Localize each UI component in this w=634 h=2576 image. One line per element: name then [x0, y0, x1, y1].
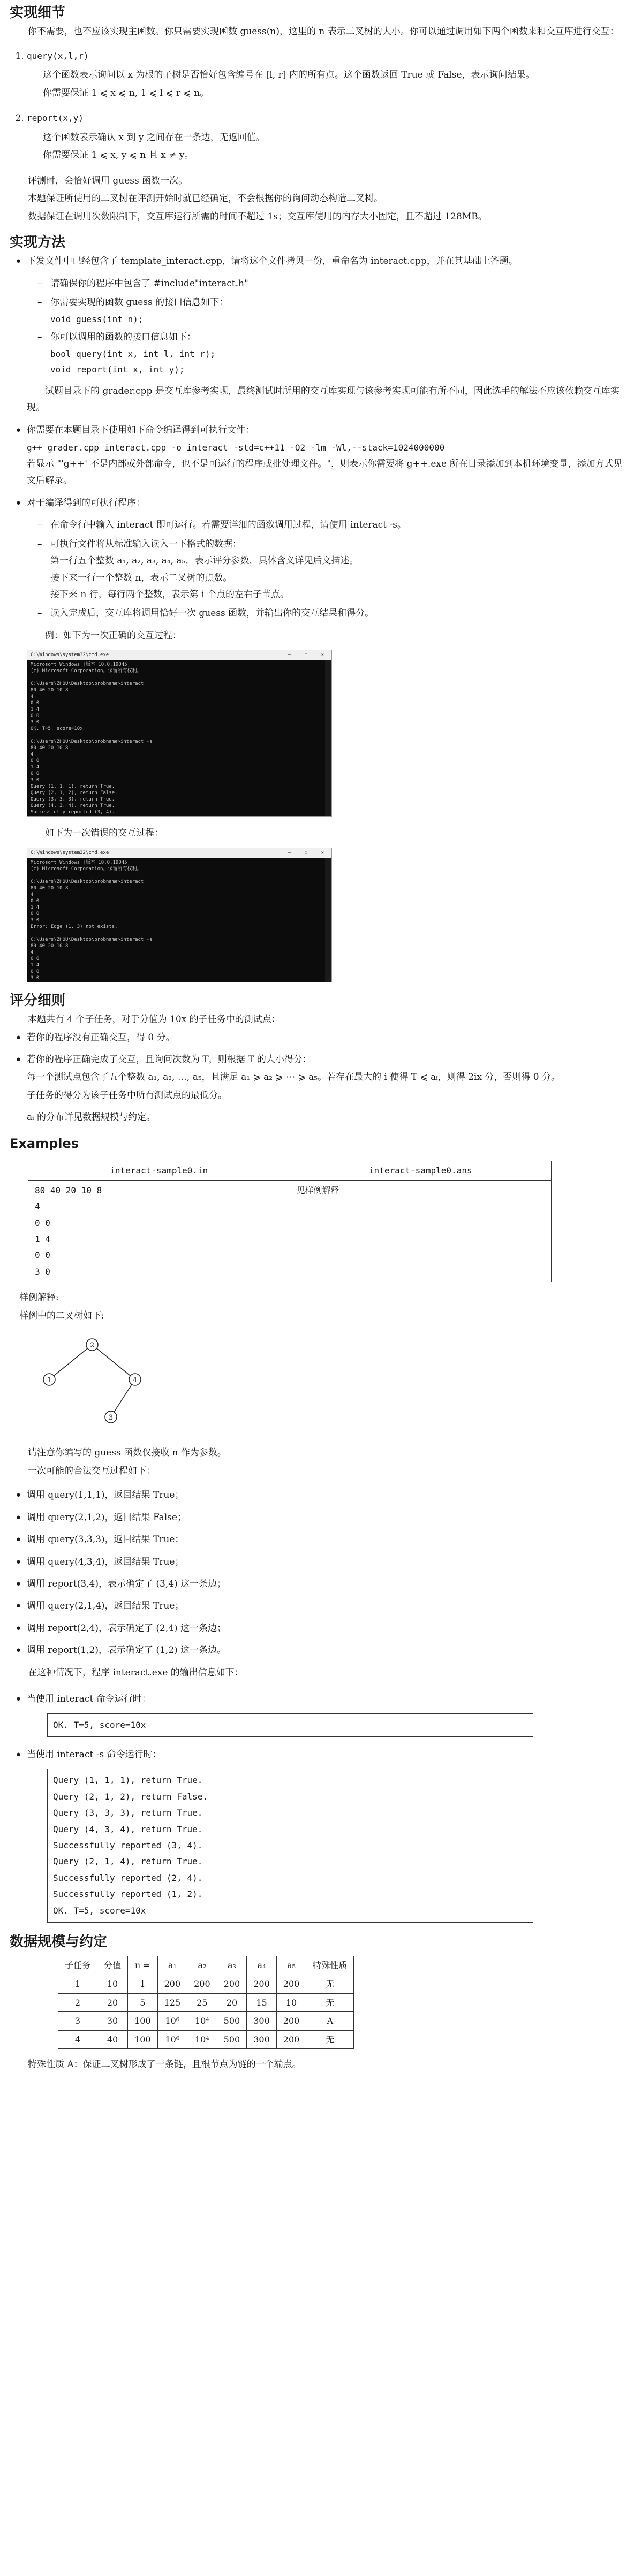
- impl-note-3: 数据保证在调用次数限制下，交互库运行所需的时间不超过 1s；交互库使用的内存大小固定，且不超过 128MB。: [28, 211, 487, 222]
- query-description: 这个函数表示询问以 x 为根的子树是否恰好包含编号在 [l, r] 内的所有点。这个函数返回 True 或 False，表示询问结果。: [43, 70, 535, 81]
- s-output-line: Query (2, 1, 4), return True.: [53, 1856, 203, 1867]
- output-cases-s: [10, 1747, 624, 1763]
- terminal-screenshot-bad: [27, 848, 332, 982]
- interaction-step: • 调用 report(1,2)，表示确定了 (1,2) 这一条边。: [27, 1642, 624, 1659]
- window-controls-icon: – ☐ ✕: [288, 652, 329, 658]
- interaction-step: • 调用 query(4,3,4)，返回结果 True；: [27, 1554, 624, 1571]
- interaction-step: • 调用 query(2,1,4)，返回结果 True；: [27, 1598, 624, 1614]
- function-item-query: [27, 48, 624, 102]
- special-property-note: 特殊性质 A：保证二叉树形成了一条链，且根节点为链的一个端点。: [28, 2059, 301, 2070]
- scoring-fail-text: 若你的程序没有正确交互，得 0 分。: [27, 1032, 175, 1043]
- example-in-line: 3 0: [35, 1266, 50, 1277]
- scale-header-cell: 子任务: [58, 1956, 97, 1975]
- example-in-line: 1 4: [35, 1233, 50, 1244]
- plain-output-box: [47, 1713, 533, 1737]
- output-cases: [10, 1691, 624, 1708]
- scale-cell: 200: [187, 1975, 217, 1993]
- scale-cell: 20: [217, 1993, 247, 2012]
- examples-heading: Examples: [10, 1135, 79, 1151]
- call-note-2: 一次可能的合法交互过程如下：: [28, 1465, 155, 1476]
- grader-note: 试题目录下的 grader.cpp 是交互库参考实现，最终测试时所用的交互库实现与该参考实现可能有所不同，因此选手的解法不应该依赖交互库实现。: [27, 386, 620, 414]
- scoring-distribution-note: aᵢ 的分布详见数据规模与约定。: [27, 1112, 155, 1123]
- run-sub-command: [50, 517, 624, 534]
- example-in-line: 80 40 20 10 8: [35, 1185, 102, 1195]
- interaction-step: • 调用 query(1,1,1)，返回结果 True；: [27, 1487, 624, 1504]
- tree-edge: [111, 1380, 135, 1417]
- interaction-step: • 调用 report(2,4)，表示确定了 (2,4) 这一条边；: [27, 1620, 624, 1637]
- run-sub-output: [50, 605, 624, 622]
- explain-tree-caption: 样例中的二叉树如下:: [19, 1310, 104, 1321]
- function-item-report: [27, 110, 624, 164]
- scale-cell: 10: [276, 1993, 306, 2012]
- example-bad-caption: 如下为一次错误的交互过程：: [45, 828, 163, 839]
- method-item-template: [27, 253, 624, 416]
- scale-cell: 1: [58, 1975, 97, 1993]
- scale-cell: 5: [128, 1993, 158, 2012]
- impl-note-1: 评测时，会恰好调用 guess 函数一次。: [28, 175, 188, 186]
- method-item-run: [27, 495, 624, 982]
- tree-node-label: 2: [89, 1341, 95, 1350]
- scale-cell: 500: [217, 2012, 247, 2031]
- scale-cell: 100: [128, 2030, 158, 2049]
- scale-cell: 200: [276, 2012, 306, 2031]
- s-output-line: Successfully reported (1, 2).: [53, 1889, 203, 1900]
- terminal-titlebar: [27, 650, 331, 660]
- scale-cell: 10⁴: [187, 2012, 217, 2031]
- scale-cell: 无: [306, 1993, 354, 2012]
- interaction-step: • 调用 report(3,4)，表示确定了 (3,4) 这一条边；: [27, 1576, 624, 1592]
- scoring-heading: 评分细则: [10, 992, 66, 1009]
- method-sub-callable: [50, 329, 624, 378]
- scoring-subtask-note: 子任务的得分为该子任务中所有测试点的最低分。: [27, 1089, 227, 1101]
- scale-header-cell: a₃: [217, 1956, 247, 1975]
- scale-header-cell: a₁: [157, 1956, 187, 1975]
- tree-edge: [92, 1345, 135, 1380]
- table-row: [58, 2030, 354, 2049]
- problem-page: [0, 3, 634, 2074]
- tree-node-label: 3: [108, 1413, 114, 1422]
- guess-interface-code: void guess(int n);: [50, 314, 144, 324]
- compile-note: 若显示 "'g++' 不是内部或外部命令，也不是可运行的程序或批处理文件。"，则表示你需要将 g++.exe 所在目录添加到本机环境变量，添加方式见文后解录。: [27, 458, 623, 486]
- interaction-step: • 调用 query(3,3,3)，返回结果 True；: [27, 1531, 624, 1548]
- table-row: [58, 1993, 354, 2012]
- scale-cell: 200: [276, 2030, 306, 2049]
- run-sub-input: [50, 536, 624, 604]
- report-description: 这个函数表示确认 x 到 y 之间存在一条边，无返回值。: [43, 132, 265, 143]
- scale-cell: 300: [247, 2012, 277, 2031]
- output-note: 在这种情况下，程序 interact.exe 的输出信息如下：: [28, 1667, 244, 1678]
- table-row: [58, 2012, 354, 2031]
- s-output-line: Successfully reported (3, 4).: [53, 1840, 203, 1851]
- scale-cell: 30: [97, 2012, 128, 2031]
- s-output-line: Query (1, 1, 1), return True.: [53, 1775, 203, 1786]
- scale-cell: 10⁶: [157, 2012, 187, 2031]
- example-ans-header: interact-sample0.ans: [290, 1161, 552, 1181]
- scale-cell: 15: [247, 1993, 277, 2012]
- interaction-steps: [10, 1487, 624, 1659]
- call-note-1: 请注意你编写的 guess 函数仅接收 n 作为参数。: [28, 1447, 227, 1459]
- scoring-list: [10, 1030, 624, 1104]
- terminal-output: Microsoft Windows [版本 10.0.19045] (c) Microsoft Corporation。保留所有权利。 C:\Users\ZHOU\Desktop\probname>interact 80 40 20 10 8 4 0 0 1 4 0 0 3 0 Error: Edge (1, 3) not exists. C:\Users\ZHOU\Desktop\probname>interact -s 80 40 20 10 8 4 0 0 1 4 0 0 3 0: [31, 859, 153, 981]
- tree-node-label: 4: [132, 1376, 138, 1384]
- table-row: [58, 1975, 354, 1993]
- scale-cell: 100: [128, 2012, 158, 2031]
- output-case-s-text: 当使用 interact -s 命令运行时：: [27, 1749, 162, 1760]
- plain-output-line: OK. T=5, score=10x: [53, 1719, 146, 1730]
- example-in-line: 0 0: [35, 1250, 50, 1261]
- scale-cell: 2: [58, 1993, 97, 2012]
- example-in-header: interact-sample0.in: [28, 1161, 290, 1181]
- terminal-output: Microsoft Windows [版本 10.0.19045] (c) Microsoft Corporation。保留所有权利。 C:\Users\ZHOU\Desktop\probname>interact 80 40 20 10 8 4 0 0 1 4 0 0 3 0 OK. T=5, score=10x C:\Users\ZHOU\Desktop\probname>interact -s 80 40 20 10 8 4 0 0 1 4 0 0 3 0 Query (1, 1, 1), return True. Query (2, 1, 2), return False. Query (3, 3, 3), return True. Query (4, 3, 4), return True. Successfully reported (3, 4).: [31, 662, 153, 816]
- terminal-titlebar: [27, 848, 331, 858]
- explain-title: 样例解释:: [19, 1292, 59, 1304]
- s-output-line: OK. T=5, score=10x: [53, 1905, 146, 1916]
- example-in-cell: [28, 1180, 290, 1282]
- report-requirement: 你需要保证 1 ⩽ x, y ⩽ n 且 x ≠ y。: [43, 150, 194, 161]
- scale-cell: 125: [157, 1993, 187, 2012]
- s-output-line: Successfully reported (2, 4).: [53, 1872, 203, 1883]
- scoring-pass-detail: 每一个测试点包含了五个整数 a₁, a₂, …, a₅，且满足 a₁ ⩾ a₂ ⩾ ⋯ ⩾ a₅。若存在最大的 i 使得 T ⩽ aᵢ，则得 2ix 分，否则得 0 分。: [27, 1072, 560, 1083]
- terminal-scrollbar: [325, 858, 331, 982]
- scale-cell: 1: [128, 1975, 158, 1993]
- query-interface-code: bool query(int x, int l, int r);: [50, 348, 216, 359]
- impl-heading: 实现细节: [10, 5, 66, 21]
- scoring-item-fail: [27, 1030, 624, 1046]
- scale-cell: 200: [247, 1975, 277, 1993]
- output-case-plain: [27, 1691, 624, 1708]
- include-text: 请确保你的程序中包含了 #include"interact.h": [50, 278, 248, 289]
- scoring-item-pass: [27, 1051, 624, 1104]
- scoring-pass-text: • 若你的程序正确完成了交互，且询问次数为 T，则根据 T 的大小得分：: [27, 1054, 312, 1065]
- compile-command: g++ grader.cpp interact.cpp -o interact -std=c++11 -O2 -lm -Wl,--stack=1024000000: [27, 443, 445, 453]
- compile-text: • 你需要在本题目录下使用如下命令编译得到可执行文件：: [27, 424, 254, 436]
- scale-cell: 10: [97, 1975, 128, 1993]
- scale-cell: 200: [157, 1975, 187, 1993]
- query-signature: 1. query(x,l,r): [27, 50, 89, 61]
- scale-cell: A: [306, 2012, 354, 2031]
- scoring-intro: 本题共有 4 个子任务，对于分值为 10x 的子任务中的测试点：: [28, 1014, 281, 1025]
- interaction-step: • 调用 query(2,1,2)，返回结果 False；: [27, 1510, 624, 1526]
- scale-heading: 数据规模与约定: [10, 1933, 108, 1950]
- terminal-scrollbar: [325, 660, 331, 816]
- scale-header-cell: a₄: [247, 1956, 277, 1975]
- example-table: [28, 1161, 552, 1282]
- window-controls-icon: – ☐ ✕: [288, 850, 329, 856]
- output-case-s: [27, 1747, 624, 1763]
- tree-node-label: 1: [47, 1376, 52, 1384]
- tree-edge: [49, 1345, 92, 1380]
- example-ok-caption: 例：如下为一次正确的交互过程：: [45, 630, 182, 641]
- s-output-line: Query (2, 1, 2), return False.: [53, 1791, 208, 1802]
- guess-interface-text: 你需要实现的函数 guess 的接口信息如下：: [50, 297, 229, 308]
- scale-cell: 10⁶: [157, 2030, 187, 2049]
- output-case-plain-text: 当使用 interact 命令运行时：: [27, 1694, 151, 1705]
- scale-header-cell: 分值: [97, 1956, 128, 1975]
- run-input-line-2: 接下来一行一个整数 n，表示二叉树的点数。: [50, 572, 232, 583]
- s-output-line: Query (3, 3, 3), return True.: [53, 1808, 203, 1818]
- scale-cell: 40: [97, 2030, 128, 2049]
- scale-cell: 200: [217, 1975, 247, 1993]
- scale-cell: 10⁴: [187, 2030, 217, 2049]
- terminal-title: C:\Windows\system32\cmd.exe: [31, 850, 109, 856]
- run-command-text: 在命令行中输入 interact 即可运行。若需要详细的函数调用过程，请使用 interact -s。: [50, 520, 406, 531]
- report-signature: 2. report(x,y): [27, 113, 84, 124]
- method-heading: 实现方法: [10, 234, 66, 251]
- method-sub-guess: [50, 294, 624, 327]
- scale-cell: 200: [276, 1975, 306, 1993]
- s-output-line: Query (4, 3, 4), return True.: [53, 1824, 203, 1834]
- run-sublist: [27, 517, 624, 622]
- method-sublist: [27, 276, 624, 378]
- scale-cell: 4: [58, 2030, 97, 2049]
- query-requirement: 你需要保证 1 ⩽ x ⩽ n, 1 ⩽ l ⩽ r ⩽ n。: [43, 87, 209, 98]
- scale-header-cell: a₂: [187, 1956, 217, 1975]
- scale-cell: 20: [97, 1993, 128, 2012]
- method-sub-include: [50, 276, 624, 292]
- scale-cell: 无: [306, 2030, 354, 2049]
- impl-intro: 你不需要，也不应该实现主函数。你只需要实现函数 guess(n)，这里的 n 表示二叉树的大小。你可以通过调用如下两个函数来和交互库进行交互：: [28, 26, 619, 37]
- example-in-line: 4: [35, 1201, 40, 1212]
- method-item-compile: [27, 422, 624, 490]
- run-output-text: 读入完成后，交互库将调用恰好一次 guess 函数，并输出你的交互结果和得分。: [50, 608, 374, 619]
- example-ans-cell: 见样例解释: [290, 1180, 552, 1282]
- terminal-screenshot-ok: [27, 650, 332, 817]
- terminal-title: C:\Windows\system32\cmd.exe: [31, 652, 109, 658]
- callable-interface-text: 你可以调用的函数的接口信息如下：: [50, 332, 196, 343]
- s-output-box: [47, 1769, 533, 1923]
- impl-note-2: 本题保证所使用的二叉树在评测开始时就已经确定，不会根据你的询问动态构造二叉树。: [28, 193, 383, 204]
- run-input-text: 可执行文件将从标准输入读入一下格式的数据：: [50, 538, 241, 550]
- run-input-line-3: 接下来 n 行，每行两个整数，表示第 i 个点的左右子节点。: [50, 589, 289, 600]
- scale-cell: 500: [217, 2030, 247, 2049]
- example-in-line: 0 0: [35, 1217, 50, 1228]
- scale-cell: 25: [187, 1993, 217, 2012]
- scale-header-cell: n =: [128, 1956, 158, 1975]
- tree-diagram: [28, 1329, 156, 1436]
- method-list: [10, 253, 624, 982]
- scale-table: [58, 1956, 354, 2049]
- scale-cell: 300: [247, 2030, 277, 2049]
- run-input-line-1: 第一行五个整数 a₁, a₂, a₃, a₄, a₅，表示评分参数，具体含义详见后文描述。: [50, 555, 359, 567]
- function-list: [10, 48, 624, 164]
- run-text: • 对于编译得到的可执行程序：: [27, 497, 145, 508]
- scale-cell: 无: [306, 1975, 354, 1993]
- scale-header-cell: 特殊性质: [306, 1956, 354, 1975]
- report-interface-code: void report(int x, int y);: [50, 364, 185, 375]
- method-template-text: • 下发文件中已经包含了 template_interact.cpp，请将这个文件拷贝一份，重命名为 interact.cpp，并在其基础上答题。: [27, 256, 518, 267]
- scale-header-cell: a₅: [276, 1956, 306, 1975]
- scale-cell: 3: [58, 2012, 97, 2031]
